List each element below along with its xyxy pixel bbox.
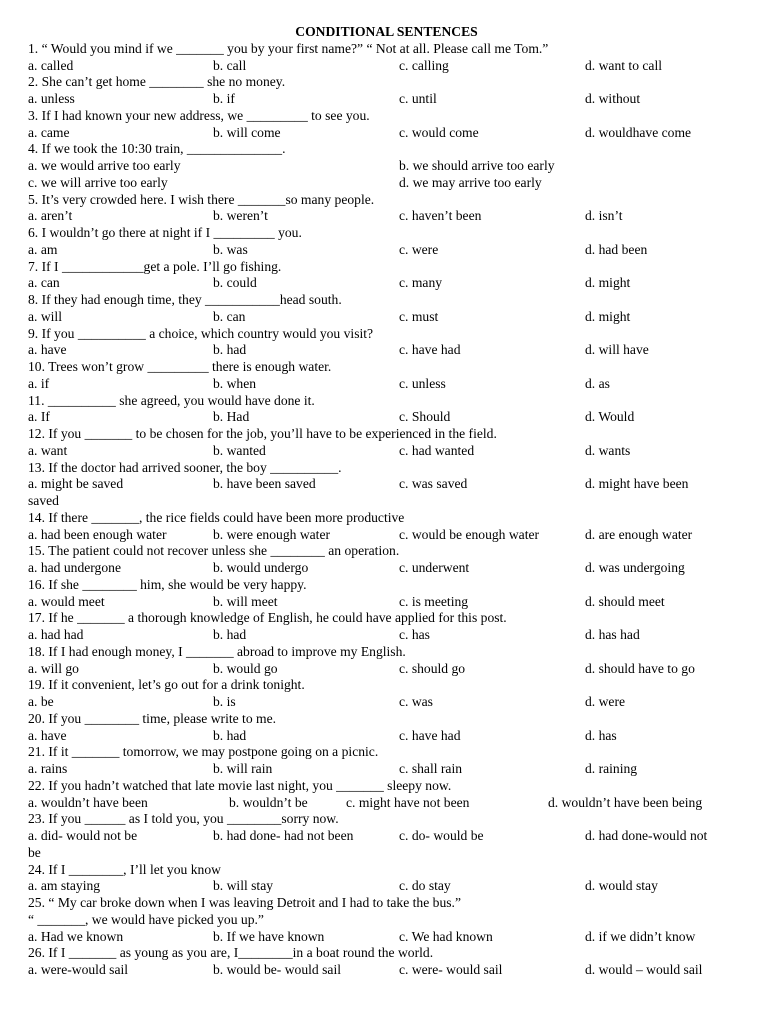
option-a[interactable]: a. unless (28, 91, 75, 106)
option-d[interactable]: d. without (585, 91, 641, 106)
option-c[interactable]: c. is meeting (399, 593, 469, 609)
question-stem: 9. If you __________ a choice, which country would you visit? (28, 325, 374, 341)
option-c[interactable]: c. had wanted (399, 442, 475, 458)
option-d[interactable]: d. was undergoing (585, 560, 685, 575)
options-row (0, 527, 768, 544)
option-d[interactable]: d. are enough water (585, 526, 693, 542)
option-d[interactable]: d. wouldn’t have been being (548, 794, 703, 810)
question-stem: 20. If you ________ time, please write to me. (28, 710, 277, 726)
question-stem: 25. “ My car broke down when I was leaving Detroit and I had to take the bus.” (28, 895, 461, 910)
option-d[interactable]: d. should have to go (585, 660, 695, 676)
option-b[interactable]: b. have been saved (213, 476, 316, 492)
option-b[interactable]: b. wouldn’t be (229, 794, 308, 810)
option-d[interactable]: d. were (585, 694, 626, 709)
question-stem: 6. I wouldn’t go there at night if I _________ you. (28, 225, 302, 240)
question-17 (0, 610, 768, 644)
option-c[interactable]: c. has (399, 627, 430, 642)
option-b[interactable]: b. was (213, 241, 248, 257)
option-d[interactable]: d. raining (585, 761, 638, 776)
option-d[interactable]: d. has (585, 727, 617, 743)
options-row (0, 309, 768, 326)
option-d[interactable]: d. if we didn’t know (585, 928, 696, 944)
option-d[interactable]: d. want to call (585, 57, 663, 73)
question-18 (0, 644, 768, 678)
question-1 (0, 41, 768, 75)
question-15 (0, 543, 768, 577)
question-4 (0, 141, 768, 191)
question-16 (0, 577, 768, 611)
option-b[interactable]: b. call (213, 57, 247, 73)
options-row (0, 275, 768, 292)
option-a[interactable]: a. were-would sail (28, 962, 129, 977)
option-c[interactable]: c. do- would be (399, 828, 484, 843)
option-b[interactable]: b. we should arrive too early (399, 158, 555, 173)
options-row (0, 443, 768, 460)
options-row (0, 694, 768, 711)
question-stem: 19. If it convenient, let’s go out for a drink tonight. (28, 677, 305, 693)
question-14 (0, 510, 768, 544)
option-b[interactable]: b. had (213, 342, 247, 358)
option-b[interactable]: b. if (213, 91, 235, 106)
options-row (0, 58, 768, 75)
options-row (0, 342, 768, 359)
option-b[interactable]: b. can (213, 308, 246, 324)
option-a[interactable]: a. we would arrive too early (28, 158, 181, 173)
option-b[interactable]: b. would undergo (213, 560, 309, 575)
option-b[interactable]: b. If we have known (213, 928, 325, 944)
option-continued: be (28, 844, 41, 860)
question-stem: 16. If she ________ him, she would be very happy. (28, 576, 307, 592)
option-a[interactable]: a. came (28, 124, 70, 140)
option-b[interactable]: b. wanted (213, 442, 266, 458)
option-c[interactable]: c. haven’t been (399, 208, 482, 224)
option-a[interactable]: a. called (28, 57, 74, 73)
options-row (0, 962, 768, 979)
question-5 (0, 192, 768, 226)
question-stem-continued: “ _______, we would have picked you up.” (28, 911, 264, 927)
option-b[interactable]: b. will rain (213, 761, 273, 776)
option-b[interactable]: b. Had (213, 409, 250, 425)
option-b[interactable]: b. would be- would sail (213, 962, 341, 977)
question-stem: 14. If there _______, the rice fields could have been more productive (28, 509, 405, 525)
option-b[interactable]: b. will stay (213, 878, 274, 894)
option-d[interactable]: d. had done-would not (585, 828, 708, 843)
question-stem: 10. Trees won’t grow _________ there is enough water. (28, 359, 332, 374)
options-row (0, 728, 768, 745)
question-7 (0, 259, 768, 293)
options-row (0, 91, 768, 108)
question-21 (0, 744, 768, 778)
question-20 (0, 711, 768, 745)
option-a[interactable]: a. might be saved (28, 476, 124, 492)
options-row (0, 828, 768, 845)
question-stem: 7. If I ____________get a pole. I’ll go fishing. (28, 258, 282, 274)
option-continued: saved (28, 493, 59, 508)
option-c[interactable]: c. until (399, 91, 437, 106)
option-a[interactable]: a. can (28, 275, 60, 291)
options-row (0, 476, 768, 493)
option-d[interactable]: d. might have been (585, 476, 689, 492)
options-row (0, 208, 768, 225)
option-a[interactable]: a. am (28, 241, 58, 257)
options-row (0, 929, 768, 946)
option-c[interactable]: c. have had (399, 727, 461, 743)
option-c[interactable]: c. would be enough water (399, 526, 540, 542)
options-row (0, 627, 768, 644)
option-c[interactable]: c. do stay (399, 878, 451, 894)
option-c[interactable]: c. Should (399, 409, 451, 425)
option-a[interactable]: a. want (28, 442, 68, 458)
options-row (0, 242, 768, 259)
question-19 (0, 677, 768, 711)
question-stem: 8. If they had enough time, they ___________head south. (28, 292, 342, 307)
option-a[interactable]: a. will (28, 308, 62, 324)
option-a[interactable]: a. am staying (28, 878, 101, 894)
option-c[interactable]: c. were (399, 241, 439, 257)
option-d[interactable]: d. had been (585, 241, 648, 257)
options-row (0, 661, 768, 678)
option-a[interactable]: a. did- would not be (28, 828, 138, 843)
option-d[interactable]: d. isn’t (585, 208, 623, 224)
question-6 (0, 225, 768, 259)
option-a[interactable]: a. had had (28, 627, 84, 642)
option-a[interactable]: a. rains (28, 761, 68, 776)
option-c[interactable]: c. should go (399, 660, 466, 676)
question-12 (0, 426, 768, 460)
question-2 (0, 74, 768, 108)
option-c[interactable]: c. was saved (399, 476, 468, 492)
question-stem: 1. “ Would you mind if we _______ you by your first name?” “ Not at all. Please call me Tom.” (28, 40, 549, 56)
option-b[interactable]: b. had done- had not been (213, 828, 354, 843)
option-b[interactable]: b. were enough water (213, 526, 331, 542)
option-c[interactable]: c. unless (399, 375, 446, 391)
option-a[interactable]: a. had been enough water (28, 526, 167, 542)
option-a[interactable]: a. would meet (28, 593, 105, 609)
question-stem: 18. If I had enough money, I _______ abroad to improve my English. (28, 643, 406, 659)
question-9 (0, 326, 768, 360)
question-stem: 13. If the doctor had arrived sooner, the boy __________. (28, 459, 342, 475)
option-d[interactable]: d. will have (585, 342, 649, 358)
option-b[interactable]: b. weren’t (213, 208, 268, 224)
question-stem: 21. If it _______ tomorrow, we may postpone going on a picnic. (28, 744, 379, 760)
options-row (0, 409, 768, 426)
option-c[interactable]: c. underwent (399, 560, 470, 575)
option-c[interactable]: c. many (399, 275, 443, 291)
options-row (0, 594, 768, 611)
question-8 (0, 292, 768, 326)
option-c[interactable]: c. calling (399, 57, 449, 73)
question-stem: 5. It’s very crowded here. I wish there _______so many people. (28, 191, 375, 207)
option-d[interactable]: d. Would (585, 409, 635, 425)
option-c[interactable]: c. we will arrive too early (28, 174, 168, 190)
question-stem: 11. __________ she agreed, you would have done it. (28, 392, 315, 408)
question-stem: 3. If I had known your new address, we _________ to see you. (28, 107, 370, 123)
options-row (0, 761, 768, 778)
options-row (0, 158, 768, 175)
options-row (0, 175, 768, 192)
option-b[interactable]: b. when (213, 375, 257, 391)
option-d[interactable]: d. should meet (585, 593, 665, 609)
option-d[interactable]: d. wouldhave come (585, 124, 692, 140)
option-a[interactable]: a. have (28, 727, 67, 743)
option-a[interactable]: a. will go (28, 660, 79, 676)
option-d[interactable]: d. would – would sail (585, 962, 703, 977)
option-c[interactable]: c. have had (399, 342, 461, 358)
options-row (0, 878, 768, 895)
option-a[interactable]: a. wouldn’t have been (28, 794, 148, 810)
options-row (0, 560, 768, 577)
question-3 (0, 108, 768, 142)
option-c[interactable]: c. were- would sail (399, 962, 503, 977)
question-24 (0, 862, 768, 896)
option-b[interactable]: b. will come (213, 124, 281, 140)
question-stem: 4. If we took the 10:30 train, ______________. (28, 141, 286, 157)
option-a[interactable]: a. if (28, 375, 50, 391)
option-c[interactable]: c. was (399, 694, 433, 709)
question-10 (0, 359, 768, 393)
option-a[interactable]: a. had undergone (28, 560, 121, 575)
option-c[interactable]: c. We had known (399, 928, 493, 944)
option-c[interactable]: c. might have not been (346, 794, 470, 810)
option-d[interactable]: d. wants (585, 442, 631, 458)
question-25 (0, 895, 768, 945)
option-d[interactable]: d. might (585, 275, 631, 291)
option-b[interactable]: b. would go (213, 660, 278, 676)
option-c[interactable]: c. shall rain (399, 761, 463, 776)
option-d[interactable]: d. as (585, 375, 610, 391)
question-list (0, 41, 768, 979)
page-title: CONDITIONAL SENTENCES (295, 24, 478, 39)
question-11 (0, 393, 768, 427)
options-row (0, 795, 768, 812)
question-22 (0, 778, 768, 812)
option-b[interactable]: b. had (213, 727, 247, 743)
option-b[interactable]: b. is (213, 694, 236, 709)
option-a[interactable]: a. aren’t (28, 208, 73, 224)
question-13 (0, 460, 768, 510)
question-stem: 24. If I ________, I’ll let you know (28, 861, 221, 877)
option-b[interactable]: b. will meet (213, 593, 278, 609)
option-b[interactable]: b. had (213, 627, 247, 642)
option-d[interactable]: d. we may arrive too early (399, 174, 542, 190)
options-row (0, 376, 768, 393)
question-stem: 17. If he _______ a thorough knowledge of English, he could have applied for this post. (28, 610, 507, 626)
question-23 (0, 811, 768, 861)
question-stem: 26. If I _______ as young as you are, I________in a boat round the world. (28, 945, 434, 961)
question-stem: 22. If you hadn’t watched that late movie last night, you _______ sleepy now. (28, 777, 452, 793)
option-a[interactable]: a. have (28, 342, 67, 358)
option-d[interactable]: d. has had (585, 627, 640, 642)
question-stem: 2. She can’t get home ________ she no money. (28, 74, 286, 90)
question-stem: 12. If you _______ to be chosen for the job, you’ll have to be experienced in the field. (28, 426, 497, 441)
option-c[interactable]: c. must (399, 308, 439, 324)
question-26 (0, 945, 768, 979)
option-a[interactable]: a. Had we known (28, 928, 124, 944)
question-stem: 15. The patient could not recover unless she ________ an operation. (28, 543, 400, 559)
option-d[interactable]: d. would stay (585, 878, 658, 894)
option-a[interactable]: a. If (28, 409, 50, 425)
options-row (0, 125, 768, 142)
option-b[interactable]: b. could (213, 275, 257, 291)
question-stem: 23. If you ______ as I told you, you ________sorry now. (28, 811, 339, 827)
option-c[interactable]: c. would come (399, 124, 479, 140)
option-a[interactable]: a. be (28, 694, 54, 709)
option-d[interactable]: d. might (585, 308, 631, 324)
